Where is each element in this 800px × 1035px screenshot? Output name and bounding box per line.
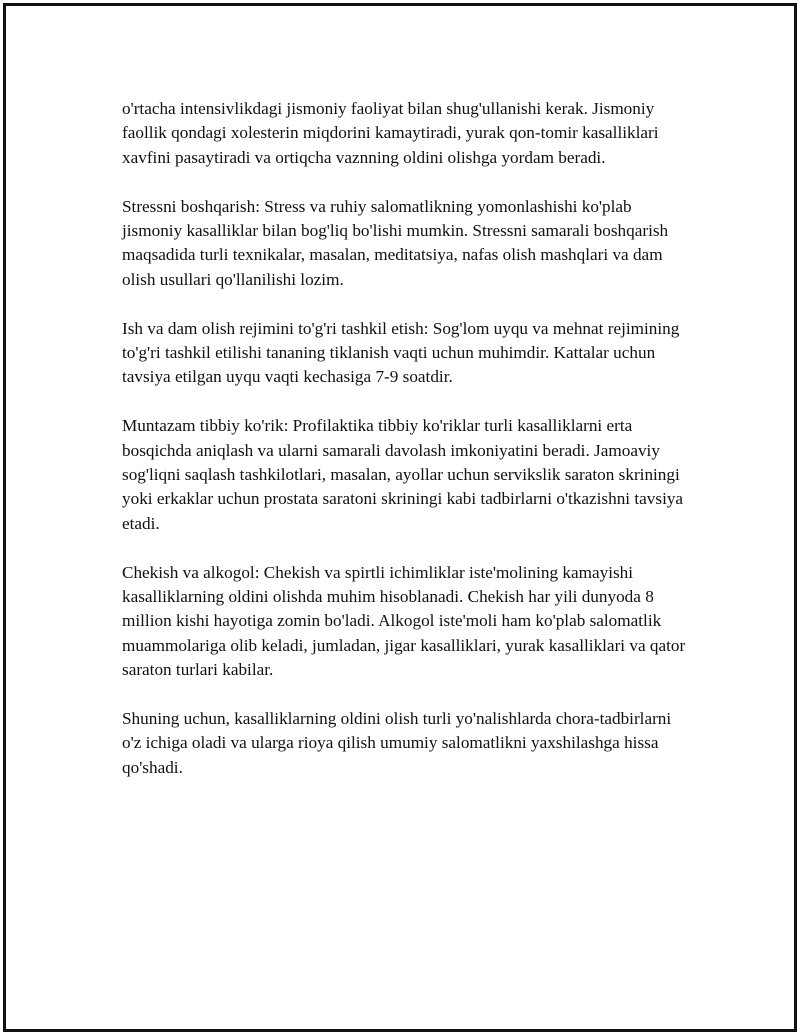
paragraph-physical-activity: o'rtacha intensivlikdagi jismoniy faoliyat bilan shug'ullanishi kerak. Jismoniy faollik qondagi xolesterin miqdorini kamaytiradi, yurak qon-tomir kasalliklari xavfini pasaytiradi va ortiqcha vaznning oldini olishga yordam beradi. — [122, 99, 659, 167]
document-body — [122, 97, 690, 805]
paragraph-work-rest-regime: Ish va dam olish rejimini to'g'ri tashkil etish: Sog'lom uyqu va mehnat rejimining to'g'ri tashkil etilishi tananing tiklanish vaqti uchun muhimdir. Kattalar uchun tavsiya etilgan uyqu vaqti kechasiga 7-9 soatdir. — [122, 318, 680, 387]
paragraph-smoking-alcohol: Chekish va alkogol: Chekish va spirtli ichimliklar iste'molining kamayishi kasalliklarning oldini olishda muhim hisoblanadi. Chekish har yili dunyoda 8 million kishi hayotiga zomin bo'ladi. Alkogol iste'moli ham ko'plab salomatlik muammolariga olib keladi, jumladan, jigar kasalliklari, yurak kasalliklari va qator saraton turlari kabilar. — [122, 562, 686, 680]
paragraph-conclusion: Shuning uchun, kasalliklarning oldini olish turli yo'nalishlarda chora-tadbirlarni o'z ichiga oladi va ularga rioya qilish umumiy salomatlikni yaxshilashga hissa qo'shadi. — [122, 709, 672, 777]
paragraph-stress-management: Stressni boshqarish: Stress va ruhiy salomatlikning yomonlashishi ko'plab jismoniy kasalliklar bilan bog'liq bo'lishi mumkin. Stressni samarali boshqarish maqsadida turli texnikalar, masalan, meditatsiya, nafas olish mashqlari va dam olish usullari qo'llanilishi lozim. — [122, 196, 669, 289]
document-page — [3, 3, 797, 1032]
paragraph-medical-checkup: Muntazam tibbiy ko'rik: Profilaktika tibbiy ko'riklar turli kasalliklarni erta bosqichda aniqlash va ularni samarali davolash imkoniyatini beradi. Jamoaviy sog'liqni saqlash tashkilotlari, masalan, ayollar uchun servikslik saraton skriningi yoki erkaklar uchun prostata saratoni skriningi kabi tadbirlarni o'tkazishni tavsiya etadi. — [122, 416, 684, 533]
